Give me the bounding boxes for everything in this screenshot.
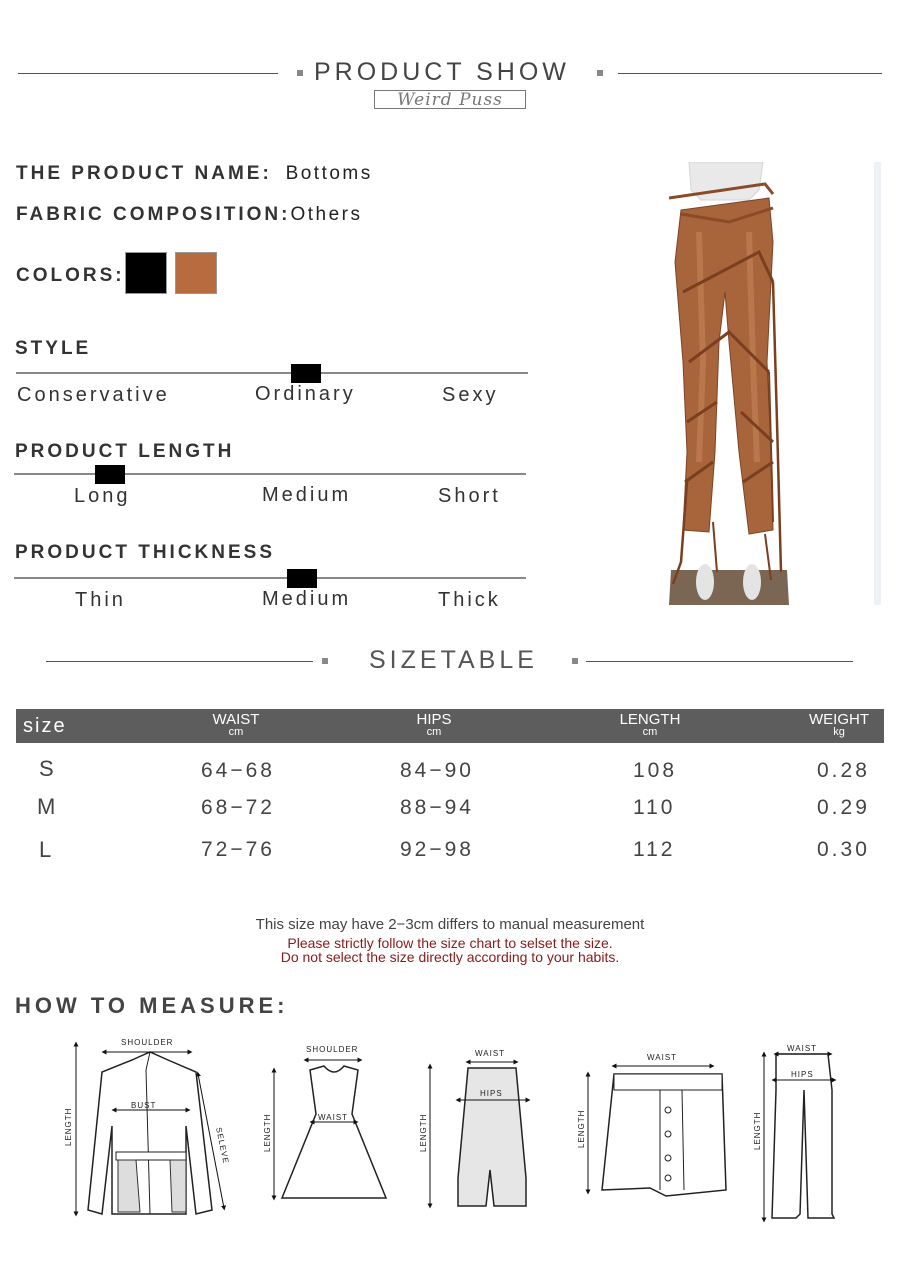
size-warning-2: Do not select the size directly according to your habits. bbox=[280, 949, 620, 965]
product-name-label: THE PRODUCT NAME: bbox=[16, 163, 272, 184]
weight-column-header: WEIGHT bbox=[809, 711, 869, 728]
jacket-sleeve-label: SELEVE bbox=[214, 1126, 231, 1165]
skirt-waist-label: WAIST bbox=[475, 1049, 506, 1058]
sizetable-rule-right bbox=[586, 661, 853, 662]
length-option-short: Short bbox=[438, 485, 501, 507]
header-rule-right bbox=[618, 73, 882, 74]
style-option-ordinary: Ordinary bbox=[255, 383, 356, 405]
fabric-label: FABRIC COMPOSITION: bbox=[16, 204, 291, 225]
row-m-length: 110 bbox=[633, 796, 676, 819]
size-table-header bbox=[16, 709, 884, 743]
skirt-diagram bbox=[419, 1049, 528, 1206]
sizetable-dot-right bbox=[572, 658, 578, 664]
jacket-shoulder-label: SHOULDER bbox=[121, 1038, 174, 1047]
length-option-long: Long bbox=[74, 485, 131, 507]
row-m-hips: 88−94 bbox=[400, 796, 474, 819]
how-to-measure-title: HOW TO MEASURE: bbox=[15, 993, 289, 1018]
product-photo bbox=[669, 162, 881, 605]
header-dot-right bbox=[597, 70, 603, 76]
sizetable-title: SIZETABLE bbox=[369, 646, 538, 674]
skirt-hips-label: HIPS bbox=[480, 1089, 503, 1098]
thickness-option-thin: Thin bbox=[75, 589, 126, 611]
style-option-conservative: Conservative bbox=[17, 384, 170, 406]
dress-diagram bbox=[263, 1045, 386, 1198]
row-l-weight: 0.30 bbox=[817, 838, 870, 861]
dress-waist-label: WAIST bbox=[318, 1113, 349, 1122]
style-option-sexy: Sexy bbox=[442, 384, 499, 406]
waist-column-header: WAIST bbox=[212, 711, 260, 728]
color-swatch-black[interactable] bbox=[125, 252, 167, 294]
dress-length-label: LENGTH bbox=[263, 1113, 272, 1152]
thickness-option-medium: Medium bbox=[262, 588, 352, 610]
color-swatch-brown[interactable] bbox=[175, 252, 217, 294]
row-s-waist: 64−68 bbox=[201, 759, 275, 782]
weight-unit: kg bbox=[833, 726, 845, 738]
thickness-heading: PRODUCT THICKNESS bbox=[15, 542, 276, 563]
skirt-length-label: LENGTH bbox=[419, 1113, 428, 1152]
thickness-scale-line bbox=[14, 577, 526, 579]
style-marker bbox=[291, 364, 321, 383]
hips-unit: cm bbox=[426, 726, 442, 738]
size-column-header: size bbox=[23, 715, 67, 737]
length-heading: PRODUCT LENGTH bbox=[15, 441, 235, 462]
dress-shoulder-label: SHOULDER bbox=[306, 1045, 359, 1054]
shorts-waist-label: WAIST bbox=[647, 1053, 678, 1062]
measure-diagrams bbox=[0, 1030, 900, 1230]
hips-column-header: HIPS bbox=[416, 711, 452, 728]
jacket-bust-label: BUST bbox=[131, 1101, 157, 1110]
row-m-waist: 68−72 bbox=[201, 796, 275, 819]
row-s-size: S bbox=[39, 756, 57, 781]
pants-hips-label: HIPS bbox=[791, 1070, 814, 1079]
length-marker bbox=[95, 465, 125, 484]
thickness-marker bbox=[287, 569, 317, 588]
row-m-weight: 0.29 bbox=[817, 796, 870, 819]
row-s-length: 108 bbox=[633, 759, 678, 782]
length-option-medium: Medium bbox=[262, 484, 352, 506]
style-heading: STYLE bbox=[15, 338, 92, 359]
pants-waist-label: WAIST bbox=[787, 1044, 818, 1053]
row-l-size: L bbox=[39, 837, 55, 862]
length-scale-line bbox=[14, 473, 526, 475]
row-s-hips: 84−90 bbox=[400, 759, 474, 782]
row-l-hips: 92−98 bbox=[400, 838, 474, 861]
sizetable-dot-left bbox=[322, 658, 328, 664]
colors-row bbox=[16, 265, 125, 287]
pants-diagram bbox=[753, 1044, 834, 1220]
waist-unit: cm bbox=[228, 726, 244, 738]
shorts-length-label: LENGTH bbox=[577, 1109, 586, 1148]
pants-length-label: LENGTH bbox=[753, 1111, 762, 1150]
shorts-diagram bbox=[577, 1053, 726, 1196]
page-title: PRODUCT SHOW bbox=[314, 58, 570, 86]
length-column-header: LENGTH bbox=[619, 711, 681, 728]
row-s-weight: 0.28 bbox=[817, 759, 870, 782]
length-unit: cm bbox=[642, 726, 658, 738]
style-scale-line bbox=[16, 372, 528, 374]
thickness-option-thick: Thick bbox=[438, 589, 501, 611]
row-l-waist: 72−76 bbox=[201, 838, 275, 861]
row-l-length: 112 bbox=[633, 838, 676, 861]
header-dot-left bbox=[297, 70, 303, 76]
jacket-length-label: LENGTH bbox=[64, 1107, 73, 1146]
colors-label: COLORS: bbox=[16, 265, 125, 286]
header-rule-left bbox=[18, 73, 278, 74]
product-name-row bbox=[16, 163, 373, 185]
brand-name: Weird Puss bbox=[374, 90, 526, 109]
jacket-diagram bbox=[64, 1038, 231, 1214]
row-m-size: M bbox=[37, 794, 59, 819]
measurement-note: This size may have 2−3cm differs to manual measurement bbox=[255, 916, 645, 933]
product-name-value: Bottoms bbox=[285, 163, 373, 184]
size-warning-1: Please strictly follow the size chart to selset the size. bbox=[287, 935, 613, 951]
sizetable-rule-left bbox=[46, 661, 313, 662]
fabric-row bbox=[16, 204, 362, 226]
fabric-value: Others bbox=[290, 204, 363, 225]
